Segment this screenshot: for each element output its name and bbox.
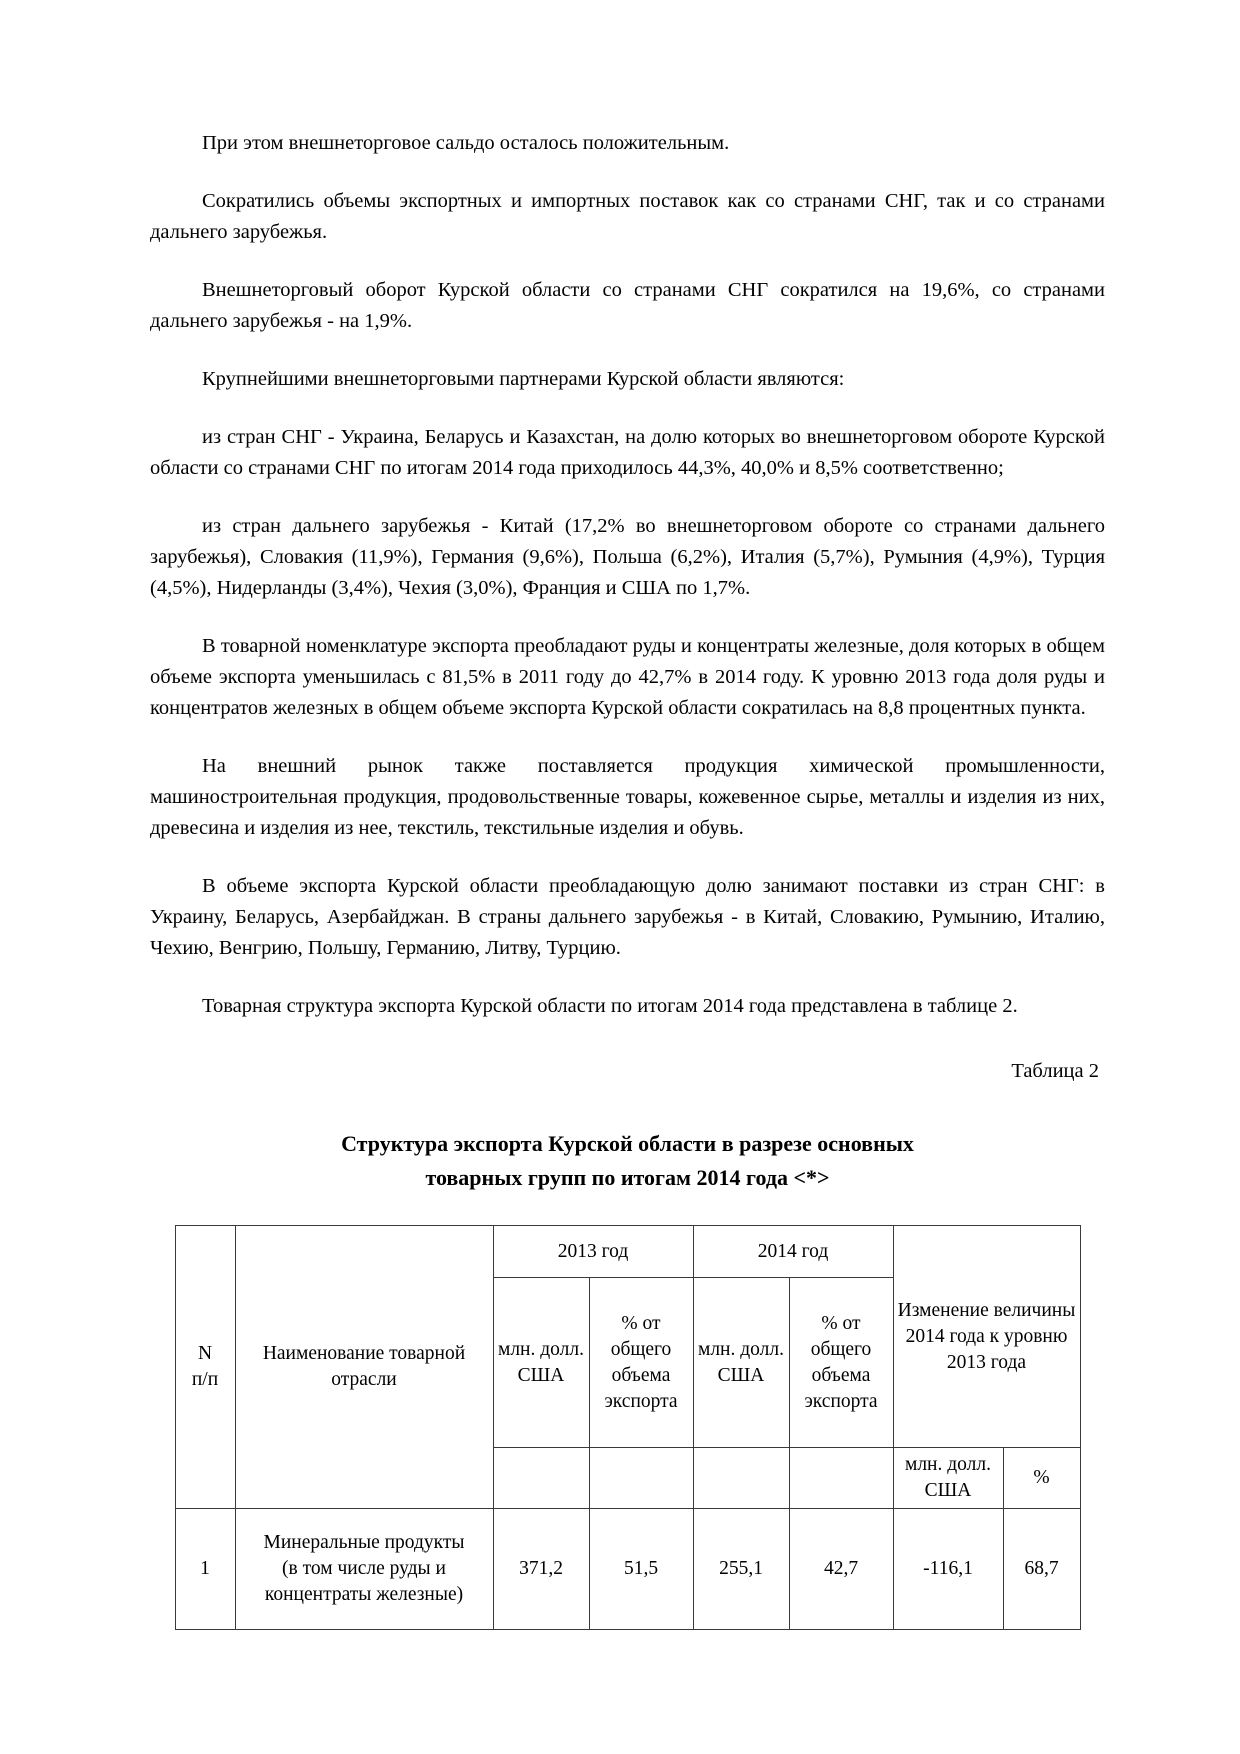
table-header (175, 1226, 1080, 1509)
table-row (175, 1509, 1080, 1630)
table-number-label: Таблица 2 (1011, 1060, 1099, 1082)
header-cell-mln-2014-spacer (693, 1448, 789, 1509)
header-num-line-2: п/п (191, 1369, 219, 1390)
table-title-line-2: товарных групп по итогам 2014 года <*> (425, 1165, 830, 1190)
table-title (150, 1127, 1105, 1195)
header-cell-mln-2013-spacer (493, 1448, 589, 1509)
cell-change-mln: -116,1 (893, 1509, 1003, 1630)
paragraph-5: из стран СНГ - Украина, Беларусь и Казахстан, на долю которых во внешнеторговом обороте Курской области со странами СНГ по итогам 2014 года приходилось 44,3%, 40,0% и 8,5% соответственно; (150, 426, 1105, 479)
table-header-row-years (175, 1226, 1080, 1278)
cell-name (235, 1509, 493, 1630)
paragraph-8: На внешний рынок также поставляется продукция химической промышленности, машиностроительная продукция, продовольственные товары, кожевенное сырье, металлы и изделия из них, древесина и изделия из нее, текстиль, текстильные изделия и обувь. (150, 755, 1105, 839)
cell-mln-2013: 371,2 (493, 1509, 589, 1630)
header-cell-mln-2013: млн. долл. США (493, 1278, 589, 1448)
paragraph-7: В товарной номенклатуре экспорта преобладают руды и концентраты железные, доля которых в общем объеме экспорта уменьшилась с 81,5% в 2011 году до 42,7% в 2014 году. К уровню 2013 года доля руды и концентратов железных в общем объеме экспорта Курской области сократилась на 8,8 процентных пункта. (150, 635, 1105, 719)
paragraph-3: Внешнеторговый оборот Курской области со странами СНГ сократился на 19,6%, со странами дальнего зарубежья - на 1,9%. (150, 279, 1105, 332)
header-cell-change-mln: млн. долл. США (893, 1448, 1003, 1509)
paragraph-9: В объеме экспорта Курской области преобладающую долю занимают поставки из стран СНГ: в Украину, Беларусь, Азербайджан. В страны дальнего зарубежья - в Китай, Словакию, Румынию, Италию, Чехию, Венгрию, Польшу, Германию, Литву, Турцию. (150, 875, 1105, 959)
cell-num: 1 (175, 1509, 235, 1630)
header-cell-pct-2013-spacer (589, 1448, 693, 1509)
cell-name-line-1: Минеральные продукты (263, 1532, 465, 1553)
table-title-line-1: Структура экспорта Курской области в разрезе основных (341, 1131, 914, 1156)
cell-mln-2014: 255,1 (693, 1509, 789, 1630)
cell-pct-2014: 42,7 (789, 1509, 893, 1630)
header-cell-year-2013: 2013 год (493, 1226, 693, 1278)
paragraph-4: Крупнейшими внешнеторговыми партнерами Курской области являются: (202, 368, 845, 390)
paragraph-6: из стран дальнего зарубежья - Китай (17,2% во внешнеторговом обороте со странами дальнего зарубежья), Словакия (11,9%), Германия (9,6%), Польша (6,2%), Италия (5,7%), Румыния (4,9%), Турция (4,5%), Нидерланды (3,4%), Чехия (3,0%), Франция и США по 1,7%. (150, 515, 1105, 599)
paragraph-2: Сократились объемы экспортных и импортных поставок как со странами СНГ, так и со странами дальнего зарубежья. (150, 190, 1105, 243)
cell-change-pct: 68,7 (1003, 1509, 1080, 1630)
header-cell-change-pct: % (1003, 1448, 1080, 1509)
export-structure-table (175, 1225, 1081, 1630)
header-cell-mln-2014: млн. долл. США (693, 1278, 789, 1448)
table-body (175, 1509, 1080, 1630)
header-cell-name: Наименование товарной отрасли (235, 1226, 493, 1509)
header-num-lines (179, 1341, 232, 1393)
header-cell-num (175, 1226, 235, 1509)
cell-name-line-2: (в том числе руды и (282, 1558, 446, 1579)
header-cell-pct-2013: % от общего объема экспорта (589, 1278, 693, 1448)
header-num-line-1: N (197, 1343, 213, 1364)
cell-name-line-3: концентраты железные) (264, 1584, 464, 1605)
header-cell-year-2014: 2014 год (693, 1226, 893, 1278)
document-body (150, 128, 1105, 1630)
header-cell-pct-2014-spacer (789, 1448, 893, 1509)
paragraph-10: Товарная структура экспорта Курской области по итогам 2014 года представлена в таблице 2. (202, 995, 1018, 1017)
cell-name-lines (239, 1530, 490, 1608)
cell-pct-2013: 51,5 (589, 1509, 693, 1630)
header-cell-pct-2014: % от общего объема экспорта (789, 1278, 893, 1448)
header-cell-change: Изменение величины 2014 года к уровню 2013 года (893, 1226, 1080, 1448)
paragraph-1: При этом внешнеторговое сальдо осталось положительным. (202, 132, 730, 154)
